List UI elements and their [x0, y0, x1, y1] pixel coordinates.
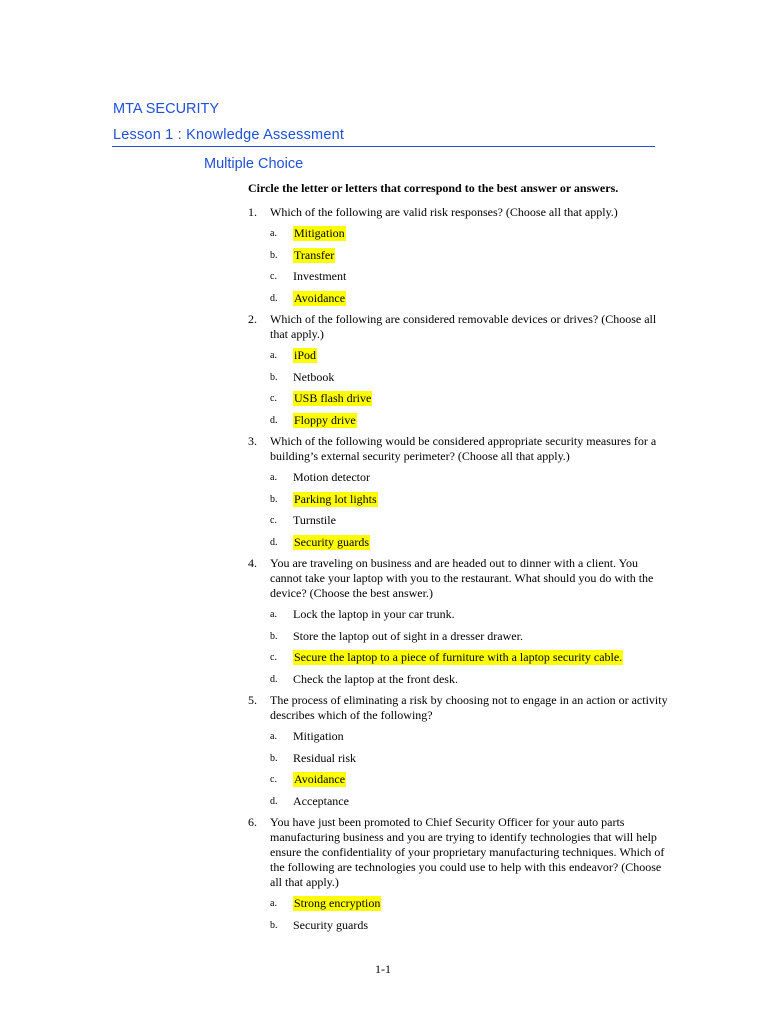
- answer-option: [248, 291, 668, 306]
- question-row: [248, 815, 668, 890]
- answer-letter: c.: [270, 515, 277, 526]
- answer-letter: c.: [270, 393, 277, 404]
- answer-text: Turnstile: [293, 513, 336, 527]
- highlighted-answer-text: Secure the laptop to a piece of furniture with a laptop security cable.: [294, 650, 623, 664]
- answer-option: [248, 348, 668, 363]
- answer-text: Mitigation: [293, 729, 344, 743]
- answer-letter: a.: [270, 609, 277, 620]
- question-row: [248, 205, 668, 220]
- answer-letter: a.: [270, 731, 277, 742]
- answer-text: Netbook: [293, 369, 335, 384]
- answer-letter: b.: [270, 249, 278, 261]
- highlighted-answer-text: Parking lot lights: [294, 491, 377, 506]
- question-2: [248, 312, 668, 428]
- answer-letter: b.: [270, 919, 278, 931]
- answer-text: Residual risk: [293, 750, 356, 765]
- answer-option: [248, 492, 668, 507]
- page-number: 1-1: [375, 962, 391, 976]
- answer-letter: b.: [270, 493, 278, 505]
- answer-letter: b.: [270, 371, 278, 383]
- highlighted-answer-text: Security guards: [294, 534, 369, 549]
- question-text: Which of the following are valid risk responses? (Choose all that apply.): [270, 205, 618, 219]
- lesson-title: Lesson 1 : Knowledge Assessment: [113, 127, 345, 143]
- question-4: [248, 556, 668, 687]
- question-3: [248, 434, 668, 550]
- answer-option: [248, 607, 668, 622]
- answer-text: Motion detector: [293, 470, 370, 484]
- highlighted-answer-text: iPod: [294, 348, 317, 362]
- answer-text: Lock the laptop in your car trunk.: [293, 607, 455, 621]
- highlighted-answer-text: Transfer: [294, 247, 335, 262]
- question-1: [248, 205, 668, 306]
- answer-option: [248, 650, 668, 665]
- answer-letter: b.: [270, 630, 278, 642]
- question-row: [248, 693, 668, 723]
- answer-letter: d.: [270, 292, 278, 304]
- answer-letter: c.: [270, 271, 277, 282]
- answer-letter: b.: [270, 752, 278, 764]
- answer-option: [248, 226, 668, 241]
- answer-option: [248, 629, 668, 644]
- answer-text: Check the laptop at the front desk.: [293, 671, 458, 686]
- question-text: You have just been promoted to Chief Security Officer for your auto parts manufacturing business and you are trying to identify technologies that will help ensure the confidentiality of your proprietary manufacturing techniques. Which of the following are technologies you could use to help with this endeavor? (Choose all that apply.): [270, 815, 665, 889]
- question-text: Which of the following are considered removable devices or drives? (Choose all that apply.): [270, 312, 657, 341]
- question-number: 3.: [248, 434, 257, 448]
- instructions: Circle the letter or letters that correspond to the best answer or answers.: [248, 181, 619, 195]
- question-6: [248, 815, 668, 933]
- question-row: [248, 312, 668, 342]
- question-row: [248, 434, 668, 464]
- question-row: [248, 556, 668, 601]
- highlighted-answer-text: Avoidance: [294, 290, 346, 305]
- document-title: MTA SECURITY: [113, 101, 220, 117]
- answer-letter: d.: [270, 795, 278, 807]
- question-number: 5.: [248, 693, 257, 707]
- answer-letter: c.: [270, 774, 277, 785]
- answer-letter: d.: [270, 536, 278, 548]
- answer-option: [248, 370, 668, 385]
- question-list: [248, 205, 668, 939]
- answer-letter: c.: [270, 652, 277, 663]
- answer-option: [248, 772, 668, 787]
- answer-option: [248, 413, 668, 428]
- question-number: 1.: [248, 205, 257, 219]
- answer-letter: d.: [270, 673, 278, 685]
- answer-letter: a.: [270, 898, 277, 909]
- answer-option: [248, 896, 668, 911]
- question-number: 2.: [248, 312, 257, 326]
- highlighted-answer-text: Mitigation: [294, 226, 345, 240]
- question-text: You are traveling on business and are headed out to dinner with a client. You cannot take your laptop with you to the restaurant. What should you do with the device? (Choose the best answer.): [270, 556, 654, 600]
- answer-letter: a.: [270, 350, 277, 361]
- answer-option: [248, 729, 668, 744]
- answer-option: [248, 391, 668, 406]
- answer-letter: d.: [270, 414, 278, 426]
- answer-option: [248, 470, 668, 485]
- answer-text: Security guards: [293, 917, 368, 932]
- question-number: 4.: [248, 556, 257, 570]
- answer-letter: a.: [270, 228, 277, 239]
- highlighted-answer-text: Strong encryption: [294, 896, 381, 910]
- answer-option: [248, 794, 668, 809]
- highlighted-answer-text: Avoidance: [294, 772, 346, 786]
- answer-letter: a.: [270, 472, 277, 483]
- answer-option: [248, 751, 668, 766]
- answer-text: Investment: [293, 269, 347, 283]
- question-5: [248, 693, 668, 809]
- heading-divider: [112, 146, 655, 147]
- answer-option: [248, 269, 668, 284]
- answer-text: Acceptance: [293, 793, 349, 808]
- highlighted-answer-text: USB flash drive: [294, 391, 372, 405]
- answer-option: [248, 918, 668, 933]
- answer-option: [248, 672, 668, 687]
- question-text: The process of eliminating a risk by choosing not to engage in an action or activity describes which of the following?: [270, 693, 668, 722]
- answer-text: Store the laptop out of sight in a dresser drawer.: [293, 628, 523, 643]
- answer-option: [248, 513, 668, 528]
- question-number: 6.: [248, 815, 257, 829]
- answer-option: [248, 248, 668, 263]
- section-title: Multiple Choice: [204, 156, 304, 172]
- answer-option: [248, 535, 668, 550]
- highlighted-answer-text: Floppy drive: [294, 412, 356, 427]
- question-text: Which of the following would be considered appropriate security measures for a building’s external security perimeter? (Choose all that apply.): [270, 434, 657, 463]
